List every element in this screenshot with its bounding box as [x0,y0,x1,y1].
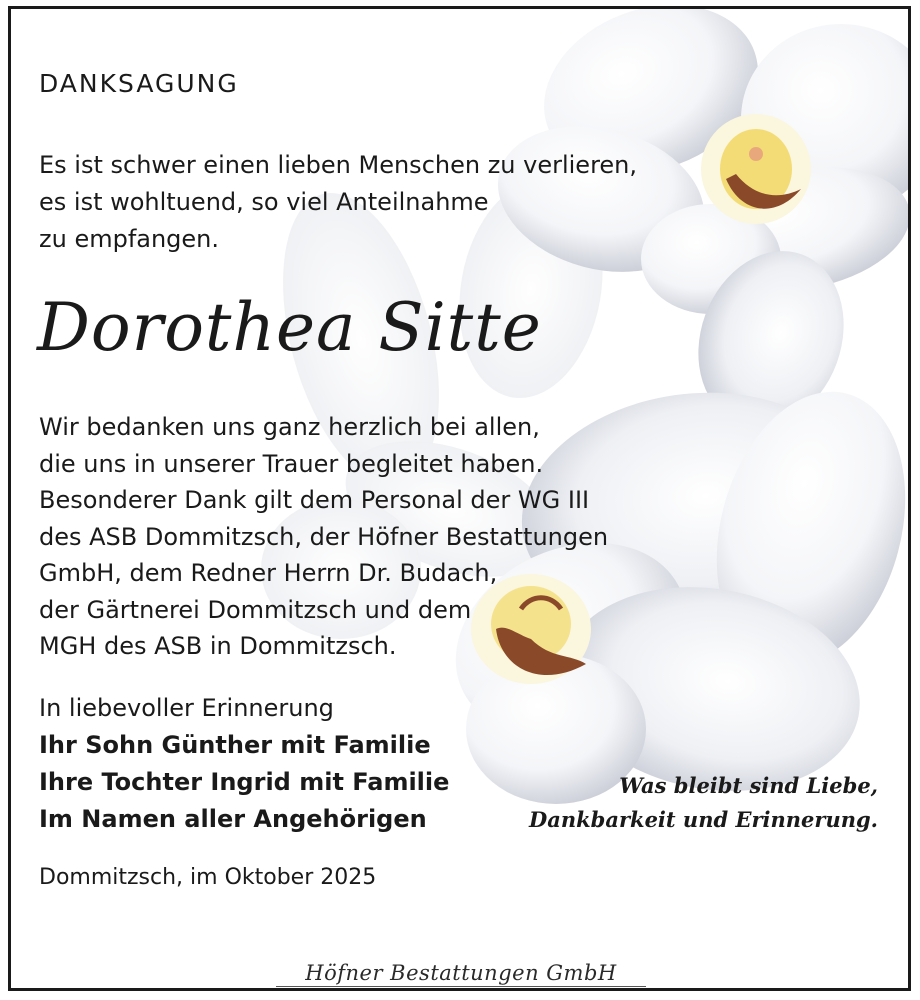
signer-line: Ihre Tochter Ingrid mit Familie [39,768,450,796]
memorial-quote [529,769,878,837]
thanks-line: der Gärtnerei Dommitzsch und dem [39,595,472,624]
signer-line: Im Namen aller Angehörigen [39,805,427,833]
remembrance-intro: In liebevoller Erinnerung [39,694,334,722]
intro-line: Es ist schwer einen lieben Menschen zu verlieren, [39,151,638,179]
intro-line: es ist wohltuend, so viel Anteilnahme [39,188,489,216]
thanks-line: GmbH, dem Redner Herrn Dr. Budach, [39,559,498,587]
deceased-name: Dorothea Sitte [37,289,542,366]
thanks-line: des ASB Dommitzsch, der Höfner Bestattungen [39,522,609,551]
intro-text [39,147,637,258]
thanks-line: MGH des ASB in Dommitzsch. [39,632,397,660]
funeral-home-logo [276,957,646,991]
intro-line: zu empfangen. [39,225,220,253]
thanks-text [39,409,608,665]
notice-heading: DANKSAGUNG [39,69,239,98]
signer-line: Ihr Sohn Günther mit Familie [39,731,431,759]
logo-underline [276,986,646,987]
place-date: Dommitzsch, im Oktober 2025 [39,865,377,890]
remembrance-block [39,690,449,838]
quote-line: Dankbarkeit und Erinnerung. [529,807,878,832]
funeral-home-logo-text: Höfner Bestattungen GmbH [305,961,617,985]
quote-line: Was bleibt sind Liebe, [619,773,878,798]
thanks-line: Wir bedanken uns ganz herzlich bei allen, [39,413,540,441]
obituary-notice [8,6,911,991]
thanks-line: Besonderer Dank gilt dem Personal der WG III [39,486,590,514]
thanks-line: die uns in unserer Trauer begleitet haben. [39,449,544,478]
